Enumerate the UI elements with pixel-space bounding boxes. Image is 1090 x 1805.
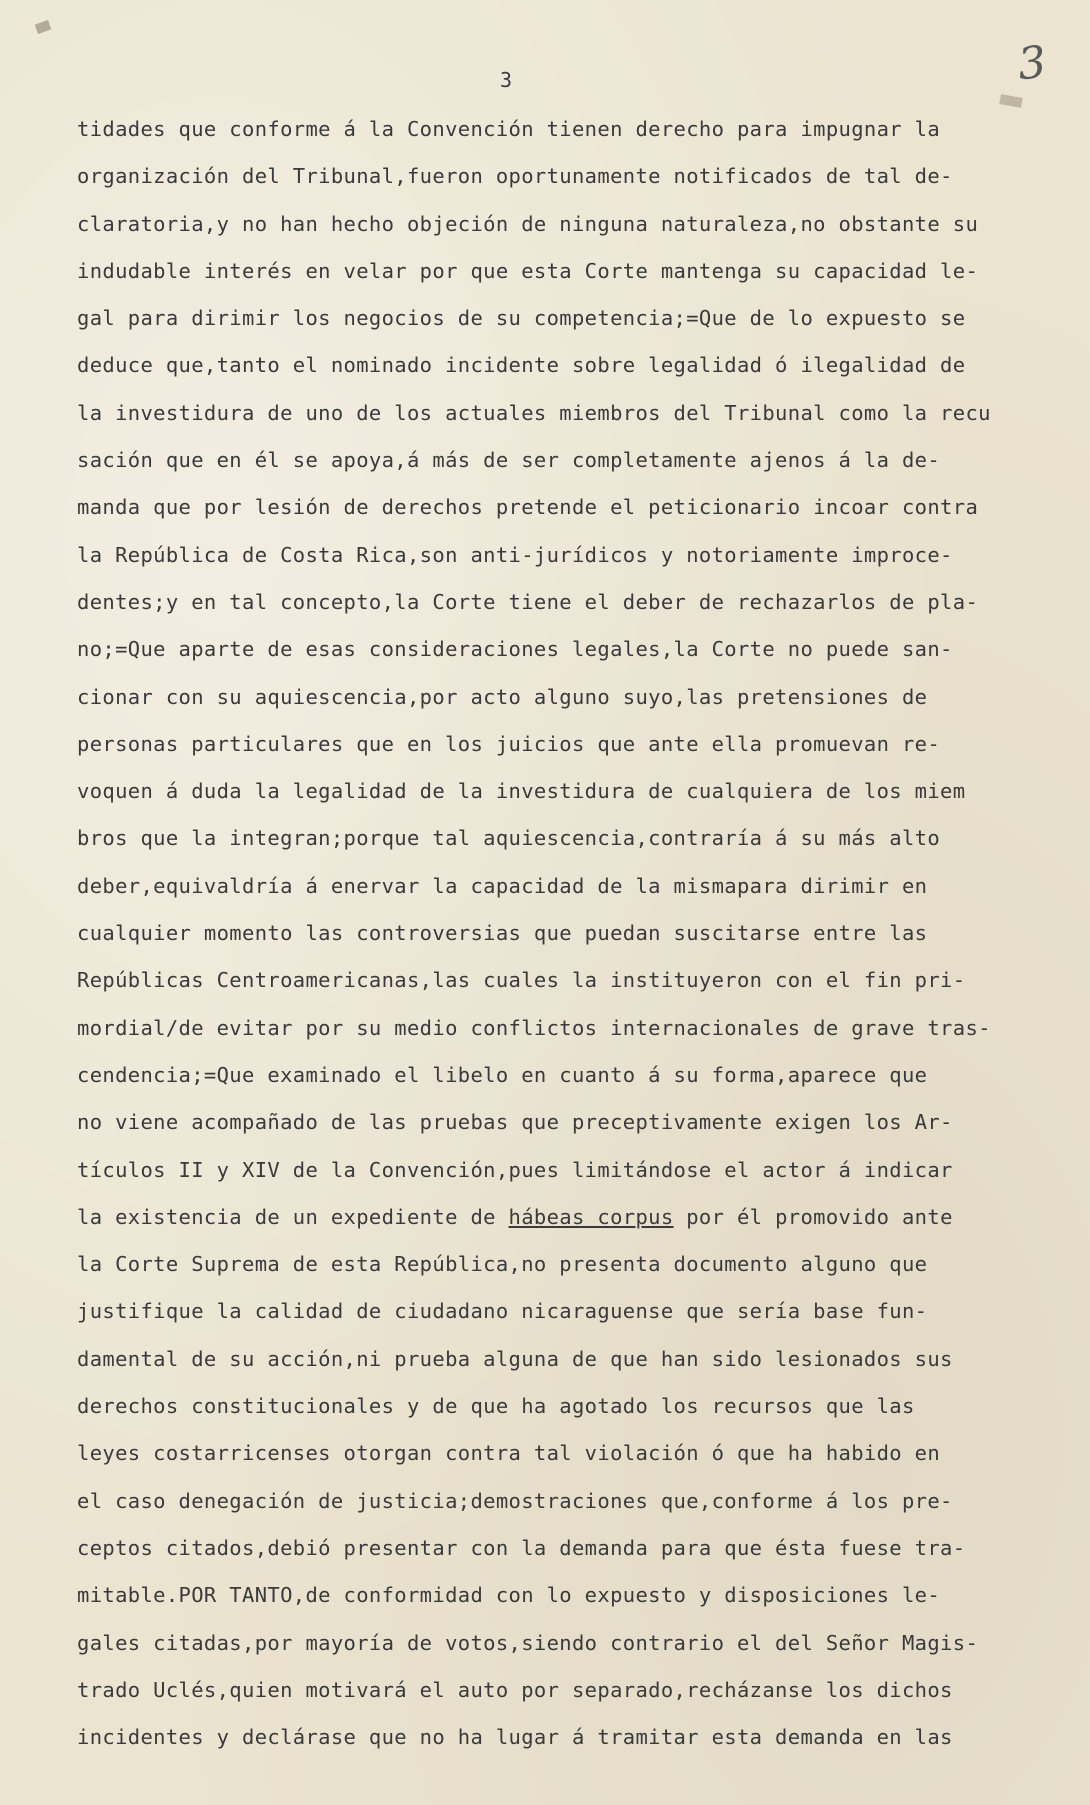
text-line xyxy=(77,491,1077,538)
text-line xyxy=(77,1721,1077,1768)
text-line xyxy=(77,1059,1077,1106)
typewritten-body xyxy=(77,113,1077,1768)
page-number: 3 xyxy=(500,68,513,92)
text-segment: manda que por lesión de derechos pretende el peticionario incoar contra xyxy=(77,495,979,520)
text-line xyxy=(77,1627,1077,1674)
text-line xyxy=(77,633,1077,680)
paper-mark xyxy=(999,94,1022,108)
text-line xyxy=(77,1012,1077,1059)
text-line xyxy=(77,1295,1077,1342)
text-segment: leyes costarricenses otorgan contra tal violación ó que ha habido en xyxy=(77,1441,941,1466)
text-line xyxy=(77,1485,1077,1532)
text-line xyxy=(77,1437,1077,1484)
text-line xyxy=(77,1674,1077,1721)
text-line xyxy=(77,964,1077,1011)
text-segment: la Corte Suprema de esta República,no presenta documento alguno que xyxy=(77,1252,928,1277)
underlined-phrase: hábeas corpus xyxy=(508,1204,674,1229)
text-segment: cualquier momento las controversias que puedan suscitarse entre las xyxy=(77,921,928,946)
text-line xyxy=(77,775,1077,822)
text-line xyxy=(77,255,1077,302)
text-segment: mordial/de evitar por su medio conflictos internacionales de grave tras- xyxy=(77,1015,991,1040)
text-line xyxy=(77,1201,1077,1248)
text-line xyxy=(77,1579,1077,1626)
text-line xyxy=(77,1154,1077,1201)
handwritten-page-number: 3 xyxy=(1015,36,1049,91)
text-segment: claratoria,y no han hecho objeción de ninguna naturaleza,no obstante su xyxy=(77,211,979,236)
text-segment: personas particulares que en los juicios que ante ella promuevan re- xyxy=(77,731,941,756)
text-segment: tículos II y XIV de la Convención,pues limitándose el actor á indicar xyxy=(77,1157,953,1182)
text-segment: deber,equivaldría á enervar la capacidad de la mismapara dirimir en xyxy=(77,873,928,898)
text-line xyxy=(77,586,1077,633)
text-line xyxy=(77,1532,1077,1579)
text-segment: tidades que conforme á la Convención tienen derecho para impugnar la xyxy=(77,117,941,141)
text-segment: sación que en él se apoya,á más de ser completamente ajenos á la de- xyxy=(77,448,941,473)
text-line xyxy=(77,917,1077,964)
text-segment: ceptos citados,debió presentar con la demanda para que ésta fuese tra- xyxy=(77,1535,966,1560)
text-segment: no viene acompañado de las pruebas que preceptivamente exigen los Ar- xyxy=(77,1110,953,1135)
text-segment: organización del Tribunal,fueron oportunamente notificados de tal de- xyxy=(77,164,953,189)
text-segment: derechos constitucionales y de que ha agotado los recursos que las xyxy=(77,1394,915,1419)
text-segment: indudable interés en velar por que esta Corte mantenga su capacidad le- xyxy=(77,258,979,283)
paper-mark xyxy=(35,20,52,34)
text-segment: por él promovido ante xyxy=(673,1204,953,1229)
text-segment: damental de su acción,ni prueba alguna de que han sido lesionados sus xyxy=(77,1346,953,1371)
text-segment: bros que la integran;porque tal aquiescencia,contraría á su más alto xyxy=(77,826,941,851)
text-segment: mitable.POR TANTO,de conformidad con lo expuesto y disposiciones le- xyxy=(77,1583,941,1608)
text-segment: dentes;y en tal concepto,la Corte tiene el deber de rechazarlos de pla- xyxy=(77,589,979,614)
text-line xyxy=(77,1343,1077,1390)
text-line xyxy=(77,302,1077,349)
text-segment: justifique la calidad de ciudadano nicaraguense que sería base fun- xyxy=(77,1299,928,1324)
text-line xyxy=(77,1248,1077,1295)
text-line xyxy=(77,349,1077,396)
text-line xyxy=(77,822,1077,869)
text-line xyxy=(77,1106,1077,1153)
text-segment: no;=Que aparte de esas consideraciones legales,la Corte no puede san- xyxy=(77,637,953,662)
text-line xyxy=(77,444,1077,491)
text-segment: cendencia;=Que examinado el libelo en cuanto á su forma,aparece que xyxy=(77,1062,928,1087)
text-line xyxy=(77,1390,1077,1437)
text-segment: trado Uclés,quien motivará el auto por separado,recházanse los dichos xyxy=(77,1677,953,1702)
text-line xyxy=(77,160,1077,207)
text-line xyxy=(77,539,1077,586)
text-segment: la existencia de un expediente de xyxy=(77,1204,509,1229)
text-line xyxy=(77,208,1077,255)
text-segment: la investidura de uno de los actuales miembros del Tribunal como la recu xyxy=(77,400,991,425)
text-line xyxy=(77,681,1077,728)
text-line xyxy=(77,113,1077,160)
text-line xyxy=(77,397,1077,444)
text-segment: cionar con su aquiescencia,por acto alguno suyo,las pretensiones de xyxy=(77,684,928,709)
text-segment: gal para dirimir los negocios de su competencia;=Que de lo expuesto se xyxy=(77,306,966,331)
text-segment: deduce que,tanto el nominado incidente sobre legalidad ó ilegalidad de xyxy=(77,353,966,378)
text-line xyxy=(77,870,1077,917)
text-line xyxy=(77,728,1077,775)
text-segment: gales citadas,por mayoría de votos,siendo contrario el del Señor Magis- xyxy=(77,1630,979,1655)
text-segment: Repúblicas Centroamericanas,las cuales la instituyeron con el fin pri- xyxy=(77,968,966,993)
text-segment: la República de Costa Rica,son anti-jurídicos y notoriamente improce- xyxy=(77,542,953,567)
text-segment: el caso denegación de justicia;demostraciones que,conforme á los pre- xyxy=(77,1488,953,1513)
text-segment: incidentes y declárase que no ha lugar á tramitar esta demanda en las xyxy=(77,1725,953,1750)
text-segment: voquen á duda la legalidad de la investidura de cualquiera de los miem xyxy=(77,779,966,804)
